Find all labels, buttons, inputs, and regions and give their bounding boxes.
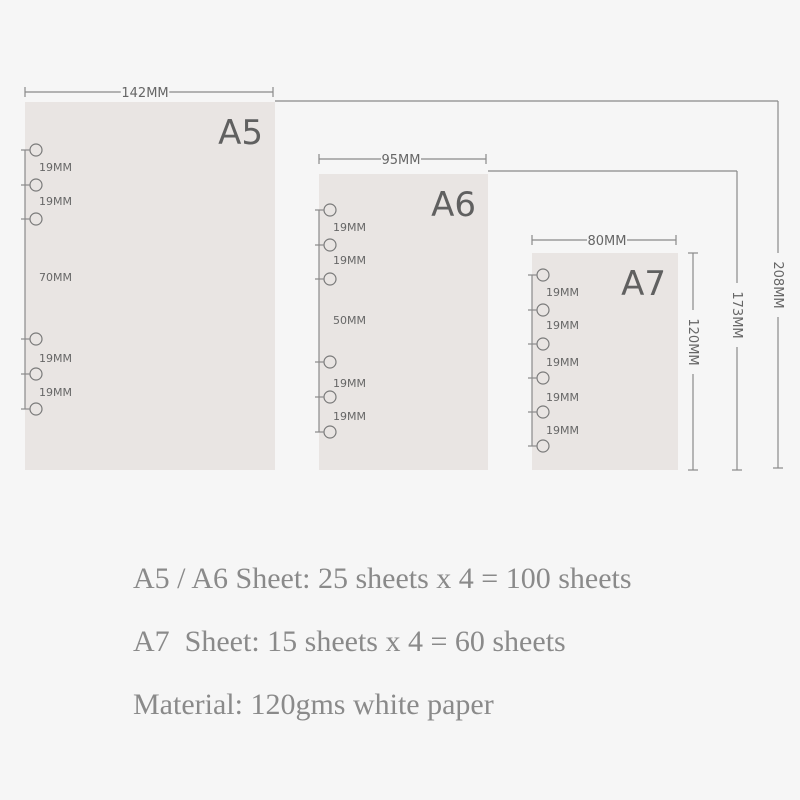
info-a7-sheets: A7 Sheet: 15 sheets x 4 = 60 sheets: [133, 625, 566, 658]
a5-width-label: 142MM: [121, 86, 169, 101]
a6-hole-spacing-label: 19MM: [333, 410, 366, 423]
info-material: Material: 120gms white paper: [133, 688, 494, 721]
a6-height-label: 173MM: [729, 291, 744, 339]
a6-width-label: 95MM: [381, 153, 421, 168]
a6-size-label: A6: [431, 185, 476, 225]
a5-hole-spacing-label: 19MM: [39, 352, 72, 365]
a6-hole-spacing-label: 19MM: [333, 221, 366, 234]
a7-size-label: A7: [621, 264, 666, 304]
a6-hole-spacing-label: 19MM: [333, 377, 366, 390]
a5-sheet: [25, 102, 275, 470]
a7-hole-spacing-label: 19MM: [546, 286, 579, 299]
a5-height-label: 208MM: [770, 261, 785, 309]
a6-hole-spacing-label: 19MM: [333, 254, 366, 267]
a7-height-label: 120MM: [685, 318, 700, 366]
a7-width-label: 80MM: [587, 234, 627, 249]
a5-hole-spacing-label: 70MM: [39, 271, 72, 284]
a7-hole-spacing-label: 19MM: [546, 356, 579, 369]
a7-hole-spacing-label: 19MM: [546, 319, 579, 332]
info-a5-a6-sheets: A5 / A6 Sheet: 25 sheets x 4 = 100 sheets: [133, 562, 632, 595]
a5-size-label: A5: [218, 113, 263, 153]
a6-hole-spacing-label: 50MM: [333, 314, 366, 327]
a5-hole-spacing-label: 19MM: [39, 161, 72, 174]
a7-hole-spacing-label: 19MM: [546, 424, 579, 437]
a5-hole-spacing-label: 19MM: [39, 195, 72, 208]
a5-hole-spacing-label: 19MM: [39, 386, 72, 399]
a7-hole-spacing-label: 19MM: [546, 391, 579, 404]
